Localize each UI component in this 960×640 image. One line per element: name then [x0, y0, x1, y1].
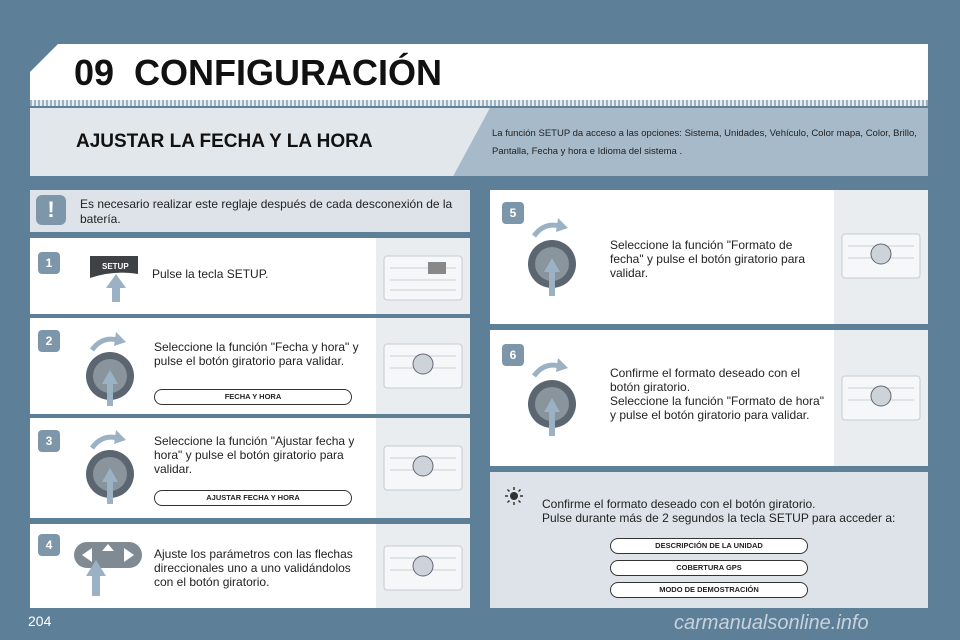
menu-option-fecha-y-hora: FECHA Y HORA — [154, 389, 352, 405]
menu-option-descripcion: DESCRIPCIÓN DE LA UNIDAD — [610, 538, 808, 554]
radio-panel-image — [834, 330, 928, 466]
watermark: carmanualsonline.info — [674, 612, 869, 634]
step-5-thumb — [834, 190, 928, 324]
page-number: 204 — [28, 613, 52, 629]
step-2-text: Seleccione la función "Fecha y hora" y pulse el botón giratorio para validar. — [154, 340, 359, 368]
warning-text: Es necesario realizar este reglaje después de cada desconexión de la batería. — [80, 197, 453, 226]
exclamation-icon: ! — [36, 195, 66, 225]
chapter-number: 09 — [74, 52, 115, 93]
section-title: AJUSTAR LA FECHA Y LA HORA — [76, 131, 373, 152]
step-1-badge: 1 — [38, 252, 60, 274]
step-4-text: Ajuste los parámetros con las flechas direccionales uno a uno validándolos con el botón giratorio. — [154, 547, 353, 589]
setup-key-label: SETUP — [102, 262, 129, 271]
radio-panel-image — [834, 190, 928, 324]
step-6-text: Confirme el formato deseado con el botón giratorio. Seleccione la función "Formato de hora" y pulse el botón giratorio para validar. — [610, 366, 824, 422]
step-2-badge: 2 — [38, 330, 60, 352]
setup-key-icon — [86, 248, 142, 304]
step-4-badge: 4 — [38, 534, 60, 556]
step-6-badge: 6 — [502, 344, 524, 366]
sun-icon — [504, 486, 524, 506]
rotary-knob-icon — [78, 428, 142, 508]
radio-panel-image — [376, 418, 470, 518]
step-1-text: Pulse la tecla SETUP. — [152, 267, 269, 281]
menu-option-cobertura-gps: COBERTURA GPS — [610, 560, 808, 576]
chapter-title: CONFIGURACIÓN — [134, 52, 442, 93]
rotary-knob-icon — [520, 356, 584, 440]
tip-text: Confirme el formato deseado con el botón giratorio. Pulse durante más de 2 segundos la tecla SETUP para acceder a: — [542, 497, 896, 525]
step-5-text: Seleccione la función "Formato de fecha" y pulse el botón giratorio para validar. — [610, 238, 806, 280]
menu-option-modo-demostracion: MODO DE DEMOSTRACIÓN — [610, 582, 808, 598]
radio-panel-image — [376, 318, 470, 414]
intro-text: La función SETUP da acceso a las opciones: Sistema, Unidades, Vehículo, Color mapa, Color, Brillo, Pantalla, Fecha y hora e Idioma del sistema . — [492, 128, 917, 157]
step-1-thumb — [376, 238, 470, 314]
radio-panel-image — [376, 238, 470, 314]
step-3-badge: 3 — [38, 430, 60, 452]
step-5-badge: 5 — [502, 202, 524, 224]
rotary-knob-icon — [520, 216, 584, 300]
radio-panel-image — [376, 524, 470, 608]
step-6-thumb — [834, 330, 928, 466]
step-2-thumb — [376, 318, 470, 414]
step-3-thumb — [376, 418, 470, 518]
header-stripe — [30, 100, 928, 106]
menu-option-ajustar-fecha-y-hora: AJUSTAR FECHA Y HORA — [154, 490, 352, 506]
step-3-text: Seleccione la función "Ajustar fecha y hora" y pulse el botón giratorio para validar. — [154, 434, 355, 476]
direction-arrows-icon — [70, 534, 146, 598]
rotary-knob-icon — [78, 330, 142, 410]
step-4-thumb — [376, 524, 470, 608]
